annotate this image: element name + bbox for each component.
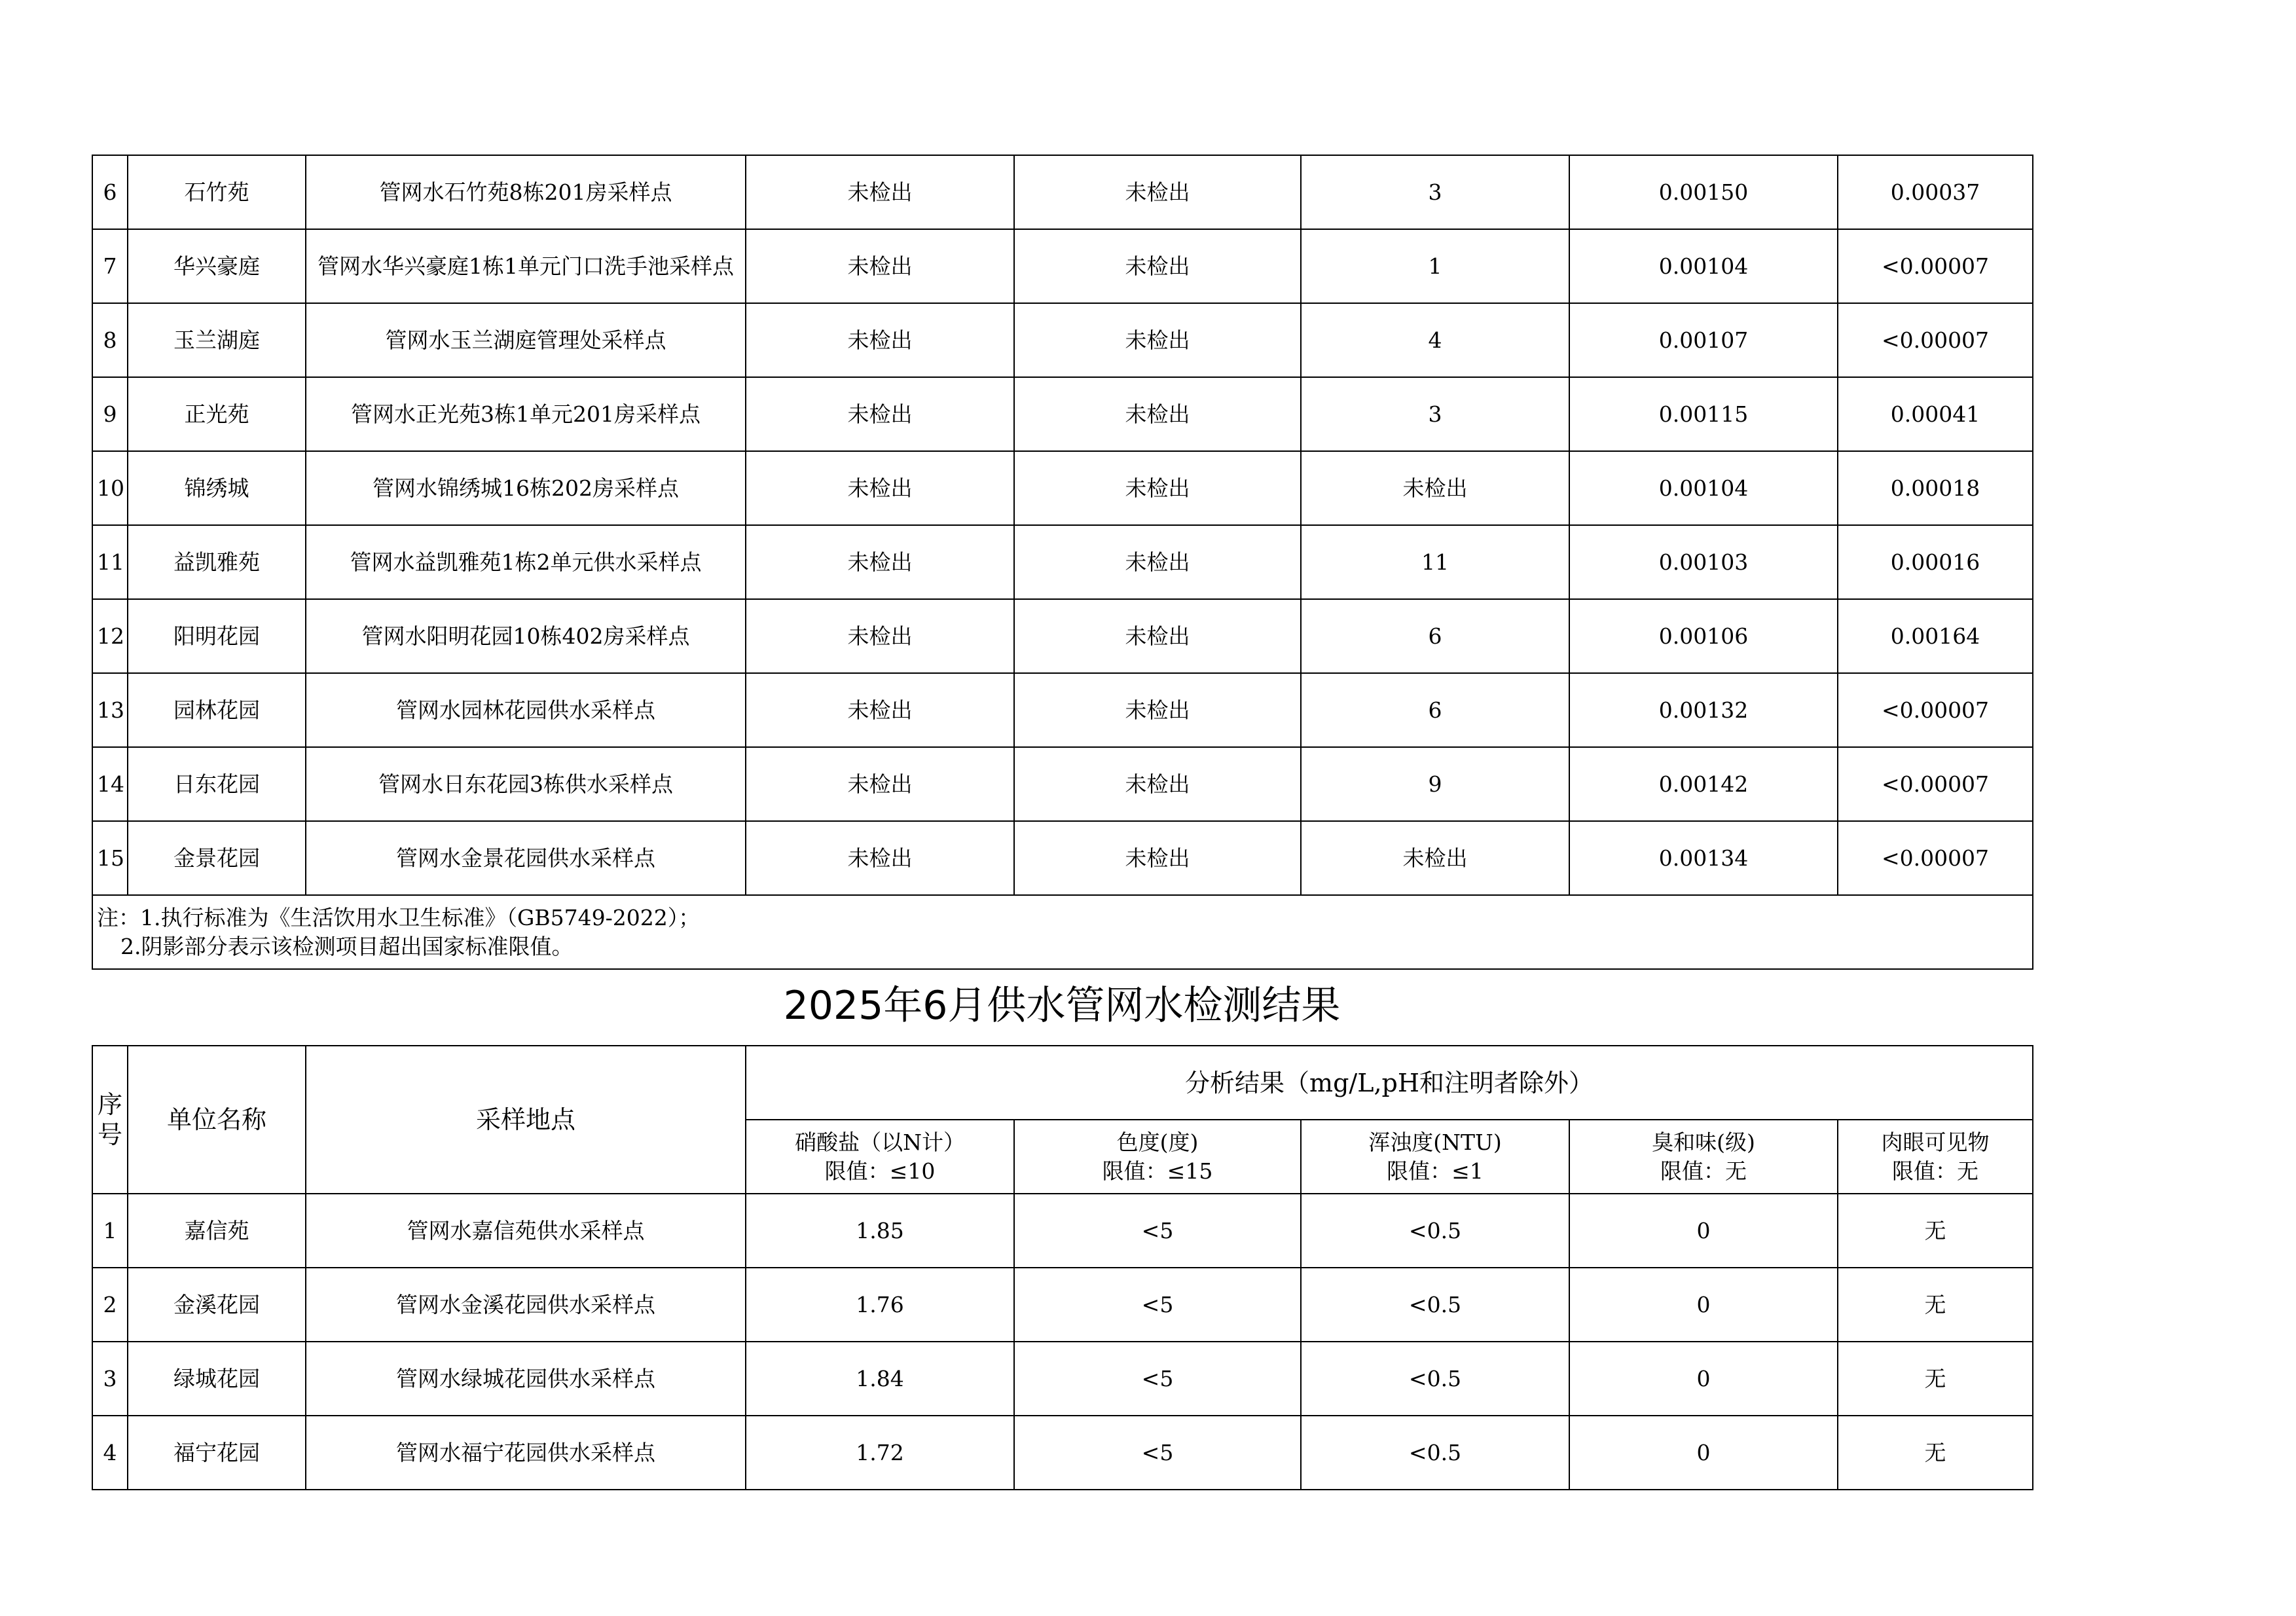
odor-header: [1569, 1120, 1838, 1194]
value-cell: 3: [1301, 377, 1569, 451]
value-cell: 未检出: [746, 525, 1014, 599]
unit-cell: 金景花园: [128, 821, 306, 895]
unit-cell: 日东花园: [128, 747, 306, 821]
value-cell: 未检出: [746, 821, 1014, 895]
notes-cell: [92, 895, 2033, 969]
value-cell: 未检出: [1014, 377, 1301, 451]
unit-cell: 益凯雅苑: [128, 525, 306, 599]
value-cell: 未检出: [1014, 747, 1301, 821]
site-cell: 管网水益凯雅苑1栋2单元供水采样点: [306, 525, 746, 599]
results-table: [92, 1045, 2033, 1490]
unit-cell: 阳明花园: [128, 599, 306, 673]
value-cell: 未检出: [1014, 821, 1301, 895]
value-cell: 无: [1838, 1342, 2033, 1416]
unit-cell: 石竹苑: [128, 155, 306, 229]
seq-cell: 9: [92, 377, 128, 451]
value-cell: 0: [1569, 1416, 1838, 1490]
unit-cell: 园林花园: [128, 673, 306, 747]
analysis-header: 分析结果（mg/L,pH和注明者除外）: [746, 1046, 2033, 1120]
visible-matter-header: [1838, 1120, 2033, 1194]
unit-cell: 金溪花园: [128, 1268, 306, 1342]
value-cell: 未检出: [746, 229, 1014, 303]
value-cell: <5: [1014, 1268, 1301, 1342]
site-cell: 管网水福宁花园供水采样点: [306, 1416, 746, 1490]
column-limit: 限值：≤10: [824, 1158, 936, 1184]
value-cell: 未检出: [1014, 599, 1301, 673]
value-cell: 3: [1301, 155, 1569, 229]
column-name: 色度(度): [1116, 1129, 1199, 1155]
value-cell: 0.00018: [1838, 451, 2033, 525]
value-cell: <0.5: [1301, 1342, 1569, 1416]
value-cell: <0.5: [1301, 1268, 1569, 1342]
value-cell: 1: [1301, 229, 1569, 303]
site-cell: 管网水阳明花园10栋402房采样点: [306, 599, 746, 673]
column-name: 浑浊度(NTU): [1368, 1129, 1502, 1155]
site-cell: 管网水玉兰湖庭管理处采样点: [306, 303, 746, 377]
value-cell: 未检出: [1014, 451, 1301, 525]
value-cell: 6: [1301, 599, 1569, 673]
table-row: [92, 821, 2033, 895]
table-row: [92, 1416, 2033, 1490]
value-cell: 0: [1569, 1268, 1838, 1342]
value-cell: 0.00107: [1569, 303, 1838, 377]
value-cell: 0.00103: [1569, 525, 1838, 599]
seq-cell: 7: [92, 229, 128, 303]
unit-cell: 嘉信苑: [128, 1194, 306, 1268]
value-cell: 1.84: [746, 1342, 1014, 1416]
column-limit: 限值：无: [1660, 1158, 1747, 1184]
value-cell: 0.00164: [1838, 599, 2033, 673]
value-cell: <0.00007: [1838, 303, 2033, 377]
site-cell: 管网水日东花园3栋供水采样点: [306, 747, 746, 821]
site-cell: 管网水锦绣城16栋202房采样点: [306, 451, 746, 525]
value-cell: 未检出: [1014, 229, 1301, 303]
value-cell: 0.00142: [1569, 747, 1838, 821]
seq-cell: 14: [92, 747, 128, 821]
value-cell: <0.5: [1301, 1416, 1569, 1490]
value-cell: 1.76: [746, 1268, 1014, 1342]
value-cell: 9: [1301, 747, 1569, 821]
column-limit: 限值：≤15: [1102, 1158, 1213, 1184]
value-cell: 未检出: [746, 377, 1014, 451]
table-row: [92, 155, 2033, 229]
table-row: [92, 451, 2033, 525]
value-cell: 未检出: [1014, 673, 1301, 747]
nitrate-header: [746, 1120, 1014, 1194]
site-cell: 管网水华兴豪庭1栋1单元门口洗手池采样点: [306, 229, 746, 303]
value-cell: <5: [1014, 1194, 1301, 1268]
unit-cell: 福宁花园: [128, 1416, 306, 1490]
seq-cell: 10: [92, 451, 128, 525]
seq-cell: 6: [92, 155, 128, 229]
value-cell: 无: [1838, 1416, 2033, 1490]
value-cell: 未检出: [746, 599, 1014, 673]
value-cell: 0.00104: [1569, 229, 1838, 303]
note-line-shading: 2.阴影部分表示该检测项目超出国家标准限值。: [120, 933, 574, 959]
seq-cell: 11: [92, 525, 128, 599]
unit-cell: 绿城花园: [128, 1342, 306, 1416]
value-cell: 0.00132: [1569, 673, 1838, 747]
site-cell: 管网水嘉信苑供水采样点: [306, 1194, 746, 1268]
turbidity-header: [1301, 1120, 1569, 1194]
value-cell: 6: [1301, 673, 1569, 747]
site-cell: 管网水绿城花园供水采样点: [306, 1342, 746, 1416]
notes-row: [92, 895, 2033, 969]
unit-cell: 玉兰湖庭: [128, 303, 306, 377]
seq-cell: 4: [92, 1416, 128, 1490]
seq-cell: 12: [92, 599, 128, 673]
value-cell: 1.85: [746, 1194, 1014, 1268]
value-cell: 未检出: [1014, 525, 1301, 599]
table-row: [92, 229, 2033, 303]
value-cell: 0.00037: [1838, 155, 2033, 229]
value-cell: 0: [1569, 1342, 1838, 1416]
seq-cell: 15: [92, 821, 128, 895]
table-row: [92, 377, 2033, 451]
table-row: [92, 1268, 2033, 1342]
column-name: 肉眼可见物: [1881, 1129, 1990, 1155]
seq-cell: 1: [92, 1194, 128, 1268]
seq-header: 序号: [92, 1046, 128, 1194]
site-cell: 管网水园林花园供水采样点: [306, 673, 746, 747]
value-cell: <5: [1014, 1416, 1301, 1490]
column-limit: 限值：≤1: [1387, 1158, 1484, 1184]
value-cell: <0.00007: [1838, 747, 2033, 821]
value-cell: 未检出: [746, 451, 1014, 525]
value-cell: 未检出: [1301, 821, 1569, 895]
seq-cell: 13: [92, 673, 128, 747]
value-cell: <0.00007: [1838, 821, 2033, 895]
seq-cell: 8: [92, 303, 128, 377]
value-cell: 1.72: [746, 1416, 1014, 1490]
value-cell: <5: [1014, 1342, 1301, 1416]
table-row: [92, 303, 2033, 377]
value-cell: 0.00106: [1569, 599, 1838, 673]
value-cell: 未检出: [746, 303, 1014, 377]
value-cell: 未检出: [746, 747, 1014, 821]
site-header: 采样地点: [306, 1046, 746, 1194]
unit-cell: 正光苑: [128, 377, 306, 451]
value-cell: 0.00150: [1569, 155, 1838, 229]
value-cell: 无: [1838, 1268, 2033, 1342]
value-cell: <0.5: [1301, 1194, 1569, 1268]
color-header: [1014, 1120, 1301, 1194]
site-cell: 管网水正光苑3栋1单元201房采样点: [306, 377, 746, 451]
value-cell: 未检出: [1301, 451, 1569, 525]
unit-header: 单位名称: [128, 1046, 306, 1194]
value-cell: 0.00041: [1838, 377, 2033, 451]
column-limit: 限值：无: [1892, 1158, 1979, 1184]
value-cell: <0.00007: [1838, 229, 2033, 303]
table-row: [92, 599, 2033, 673]
value-cell: 未检出: [1014, 155, 1301, 229]
unit-cell: 华兴豪庭: [128, 229, 306, 303]
value-cell: 未检出: [746, 155, 1014, 229]
table-row: [92, 525, 2033, 599]
header-row: [92, 1046, 2033, 1120]
seq-cell: 2: [92, 1268, 128, 1342]
column-name: 臭和味(级): [1652, 1129, 1755, 1155]
note-line-standard: 注：1.执行标准为《生活饮用水卫生标准》（GB5749-2022）；: [97, 904, 701, 930]
value-cell: 4: [1301, 303, 1569, 377]
value-cell: 0: [1569, 1194, 1838, 1268]
column-name: 硝酸盐（以N计）: [795, 1129, 965, 1155]
value-cell: 0.00115: [1569, 377, 1838, 451]
value-cell: <0.00007: [1838, 673, 2033, 747]
page-title: 2025年6月供水管网水检测结果: [783, 983, 1341, 1029]
site-cell: 管网水金景花园供水采样点: [306, 821, 746, 895]
value-cell: 11: [1301, 525, 1569, 599]
value-cell: 0.00104: [1569, 451, 1838, 525]
value-cell: 未检出: [1014, 303, 1301, 377]
table-row: [92, 747, 2033, 821]
value-cell: 0.00016: [1838, 525, 2033, 599]
table-row: [92, 1194, 2033, 1268]
unit-cell: 锦绣城: [128, 451, 306, 525]
results-table-continued: [92, 155, 2033, 970]
table-row: [92, 673, 2033, 747]
seq-cell: 3: [92, 1342, 128, 1416]
value-cell: 无: [1838, 1194, 2033, 1268]
value-cell: 未检出: [746, 673, 1014, 747]
site-cell: 管网水金溪花园供水采样点: [306, 1268, 746, 1342]
site-cell: 管网水石竹苑8栋201房采样点: [306, 155, 746, 229]
table-row: [92, 1342, 2033, 1416]
value-cell: 0.00134: [1569, 821, 1838, 895]
